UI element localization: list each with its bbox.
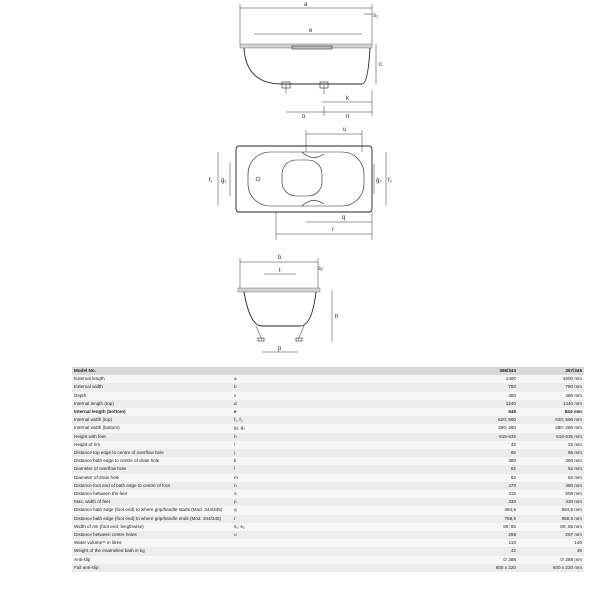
table-row bbox=[72, 457, 584, 465]
grip-top bbox=[302, 152, 324, 158]
row-label: Internal width (bottom) bbox=[72, 424, 232, 432]
row-value-model-1: 470 bbox=[452, 482, 518, 490]
top-rim bbox=[236, 146, 372, 212]
table-header-row bbox=[72, 367, 584, 375]
side-view bbox=[240, 2, 382, 120]
table-row bbox=[72, 392, 584, 400]
spec-body bbox=[72, 375, 584, 572]
row-value-model-1: 600 x 220 bbox=[452, 564, 518, 572]
row-value-model-1: 750 bbox=[452, 383, 518, 391]
table-row bbox=[72, 465, 584, 473]
row-symbol: k bbox=[232, 457, 452, 465]
row-symbol: n bbox=[232, 482, 452, 490]
row-symbol bbox=[232, 539, 452, 547]
dim-label-c: c bbox=[379, 62, 382, 68]
row-symbol: m bbox=[232, 474, 452, 482]
dim-label-f1: f₁ bbox=[209, 178, 213, 184]
row-symbol: e bbox=[232, 408, 452, 416]
row-symbol: j bbox=[232, 449, 452, 457]
row-label: Distance between the feet bbox=[72, 490, 232, 498]
row-value-model-2: ∅ 288 mm bbox=[518, 556, 584, 564]
row-value-model-1: 620; 590 bbox=[452, 416, 518, 424]
row-label: Full anti-slip bbox=[72, 564, 232, 572]
row-value-model-1: 758,5 bbox=[452, 515, 518, 523]
dim-label-n: n bbox=[346, 114, 350, 120]
row-label: Width of rim (foot end; lengthwise) bbox=[72, 523, 232, 531]
row-symbol bbox=[232, 564, 452, 572]
dim-label-f2: f₂ bbox=[388, 178, 392, 184]
row-label: Diameter of drain hole bbox=[72, 474, 232, 482]
row-symbol: o bbox=[232, 490, 452, 498]
end-foot-right bbox=[296, 338, 302, 341]
row-symbol: c bbox=[232, 392, 452, 400]
row-value-model-1: 415 bbox=[452, 490, 518, 498]
row-value-model-2: 620; 590 mm bbox=[518, 416, 584, 424]
dim-label-s2: s₂ bbox=[318, 266, 324, 272]
row-symbol: f₁, f₂ bbox=[232, 416, 452, 424]
row-value-model-2: 32 mm bbox=[518, 441, 584, 449]
row-value-model-1: 645 bbox=[452, 408, 518, 416]
dim-label-g2: g₂ bbox=[376, 178, 382, 184]
table-row bbox=[72, 515, 584, 523]
row-value-model-2: 52 mm bbox=[518, 465, 584, 473]
table-row bbox=[72, 539, 584, 547]
header-symbol bbox=[232, 367, 452, 375]
row-symbol: a bbox=[232, 375, 452, 383]
row-value-model-1: 268 bbox=[452, 531, 518, 539]
table-row bbox=[72, 408, 584, 416]
row-value-model-2: 140 bbox=[518, 539, 584, 547]
row-label: Distance between centre holes bbox=[72, 531, 232, 539]
row-value-model-1: 615-635 bbox=[452, 433, 518, 441]
row-value-model-1: ∅ 288 bbox=[452, 556, 518, 564]
end-view bbox=[238, 255, 338, 352]
table-row bbox=[72, 416, 584, 424]
row-value-model-1: 80; 85 bbox=[452, 523, 518, 531]
dim-label-s1: s₁ bbox=[373, 13, 379, 19]
table-row bbox=[72, 474, 584, 482]
table-row bbox=[72, 400, 584, 408]
row-label: Anti-slip bbox=[72, 556, 232, 564]
row-symbol: g₁; g₂ bbox=[232, 424, 452, 432]
row-value-model-1: 42 bbox=[452, 547, 518, 555]
table-row bbox=[72, 433, 584, 441]
end-rim bbox=[238, 288, 320, 292]
row-label: Internal width (top) bbox=[72, 416, 232, 424]
row-value-model-2: 480 mm bbox=[518, 482, 584, 490]
grip-bottom bbox=[302, 200, 324, 206]
table-row bbox=[72, 424, 584, 432]
row-value-model-1: 32 bbox=[452, 441, 518, 449]
row-symbol: i bbox=[232, 441, 452, 449]
row-value-model-2: 605 mm bbox=[518, 490, 584, 498]
row-value-model-2: 584,5 mm bbox=[518, 506, 584, 514]
row-label: Height with feet bbox=[72, 433, 232, 441]
table-row bbox=[72, 490, 584, 498]
table-row bbox=[72, 547, 584, 555]
row-value-model-1: 360 bbox=[452, 457, 518, 465]
top-bottom-area bbox=[282, 160, 322, 196]
row-value-model-2: 480 mm bbox=[518, 392, 584, 400]
row-label: Distance foot end of bath edge to centre of foot bbox=[72, 482, 232, 490]
row-value-model-1: 280; 280 bbox=[452, 424, 518, 432]
top-view bbox=[209, 127, 393, 240]
dim-label-k: k bbox=[346, 96, 349, 102]
table-row bbox=[72, 531, 584, 539]
row-symbol: d bbox=[232, 400, 452, 408]
dim-label-b: b bbox=[278, 255, 282, 261]
row-symbol: r bbox=[232, 515, 452, 523]
row-label: Weight of the enamelled bath in kg bbox=[72, 547, 232, 555]
table-row bbox=[72, 441, 584, 449]
table-row bbox=[72, 556, 584, 564]
row-symbol: u bbox=[232, 531, 452, 539]
row-value-model-1: 52 bbox=[452, 474, 518, 482]
side-body bbox=[244, 48, 370, 84]
spec-table bbox=[72, 367, 584, 572]
table-row bbox=[72, 375, 584, 383]
row-label: Distance bath edge (foot end) to where grip/handle starts (Mod. 344/345) bbox=[72, 506, 232, 514]
row-label: Max. width of feet bbox=[72, 498, 232, 506]
header-label: Model No. bbox=[72, 367, 232, 375]
header-model-1: 366/344 bbox=[452, 367, 518, 375]
row-value-model-1: 1400 bbox=[452, 375, 518, 383]
row-value-model-2: 360 mm bbox=[518, 457, 584, 465]
row-symbol bbox=[232, 556, 452, 564]
dim-label-p: p bbox=[278, 346, 282, 352]
table-row bbox=[72, 383, 584, 391]
row-symbol: s₁; s₂ bbox=[232, 523, 452, 531]
dim-label-o: o bbox=[302, 114, 306, 120]
row-label: Distance bath edge to centre of drain hole bbox=[72, 457, 232, 465]
row-value-model-1: 480 bbox=[452, 392, 518, 400]
row-value-model-2: 750 mm bbox=[518, 383, 584, 391]
dim-label-u: u bbox=[343, 127, 347, 133]
table-row bbox=[72, 523, 584, 531]
row-value-model-2: 80; 85 mm bbox=[518, 523, 584, 531]
row-symbol bbox=[232, 547, 452, 555]
row-value-model-2: 844 mm bbox=[518, 408, 584, 416]
dim-label-a: a bbox=[304, 2, 308, 8]
row-value-model-2: 430 mm bbox=[518, 498, 584, 506]
row-symbol: p bbox=[232, 498, 452, 506]
row-label: Depth bbox=[72, 392, 232, 400]
row-value-model-2: 52 mm bbox=[518, 474, 584, 482]
row-label: External length bbox=[72, 375, 232, 383]
end-body bbox=[244, 292, 316, 326]
table-row bbox=[72, 449, 584, 457]
dim-label-r: r bbox=[332, 227, 334, 233]
row-value-model-2: 600 x 220 mm bbox=[518, 564, 584, 572]
row-label: Distance top edge to centre of overflow hole bbox=[72, 449, 232, 457]
row-value-model-2: 49 bbox=[518, 547, 584, 555]
row-value-model-1: 1240 bbox=[452, 400, 518, 408]
dim-label-t: t bbox=[279, 268, 281, 274]
dim-label-h: h bbox=[335, 314, 339, 320]
table-row bbox=[72, 482, 584, 490]
drain-hole bbox=[256, 177, 260, 181]
row-label: Diameter of overflow hole bbox=[72, 465, 232, 473]
row-value-model-1: 65 bbox=[452, 449, 518, 457]
row-label: Internal length (bottom) bbox=[72, 408, 232, 416]
row-value-model-1: 110 bbox=[452, 539, 518, 547]
row-value-model-2: 615-635 mm bbox=[518, 433, 584, 441]
row-symbol: h bbox=[232, 433, 452, 441]
header-model-2: 367/345 bbox=[518, 367, 584, 375]
table-row bbox=[72, 506, 584, 514]
row-value-model-2: 1600 mm bbox=[518, 375, 584, 383]
row-label: External width bbox=[72, 383, 232, 391]
row-label: Distance bath edge (foot end) to where grip/handle ends (Mod. 344/345) bbox=[72, 515, 232, 523]
row-value-model-2: 280; 280 mm bbox=[518, 424, 584, 432]
row-value-model-1: 484,5 bbox=[452, 506, 518, 514]
dim-label-e: e bbox=[309, 28, 313, 34]
row-symbol: l bbox=[232, 465, 452, 473]
row-value-model-1: 430 bbox=[452, 498, 518, 506]
row-value-model-2: 267 mm bbox=[518, 531, 584, 539]
row-value-model-1: 52 bbox=[452, 465, 518, 473]
row-value-model-2: 858,5 mm bbox=[518, 515, 584, 523]
row-label: Internal length (top) bbox=[72, 400, 232, 408]
row-value-model-2: 1440 mm bbox=[518, 400, 584, 408]
table-row bbox=[72, 498, 584, 506]
end-foot-left bbox=[258, 338, 264, 341]
row-value-model-2: 65 mm bbox=[518, 449, 584, 457]
dim-label-g1: g₁ bbox=[221, 178, 227, 184]
row-label: Water volume** in litres bbox=[72, 539, 232, 547]
table-row bbox=[72, 564, 584, 572]
row-symbol: b bbox=[232, 383, 452, 391]
row-symbol: q bbox=[232, 506, 452, 514]
row-label: Height of rim bbox=[72, 441, 232, 449]
dim-label-q: q bbox=[342, 215, 346, 221]
